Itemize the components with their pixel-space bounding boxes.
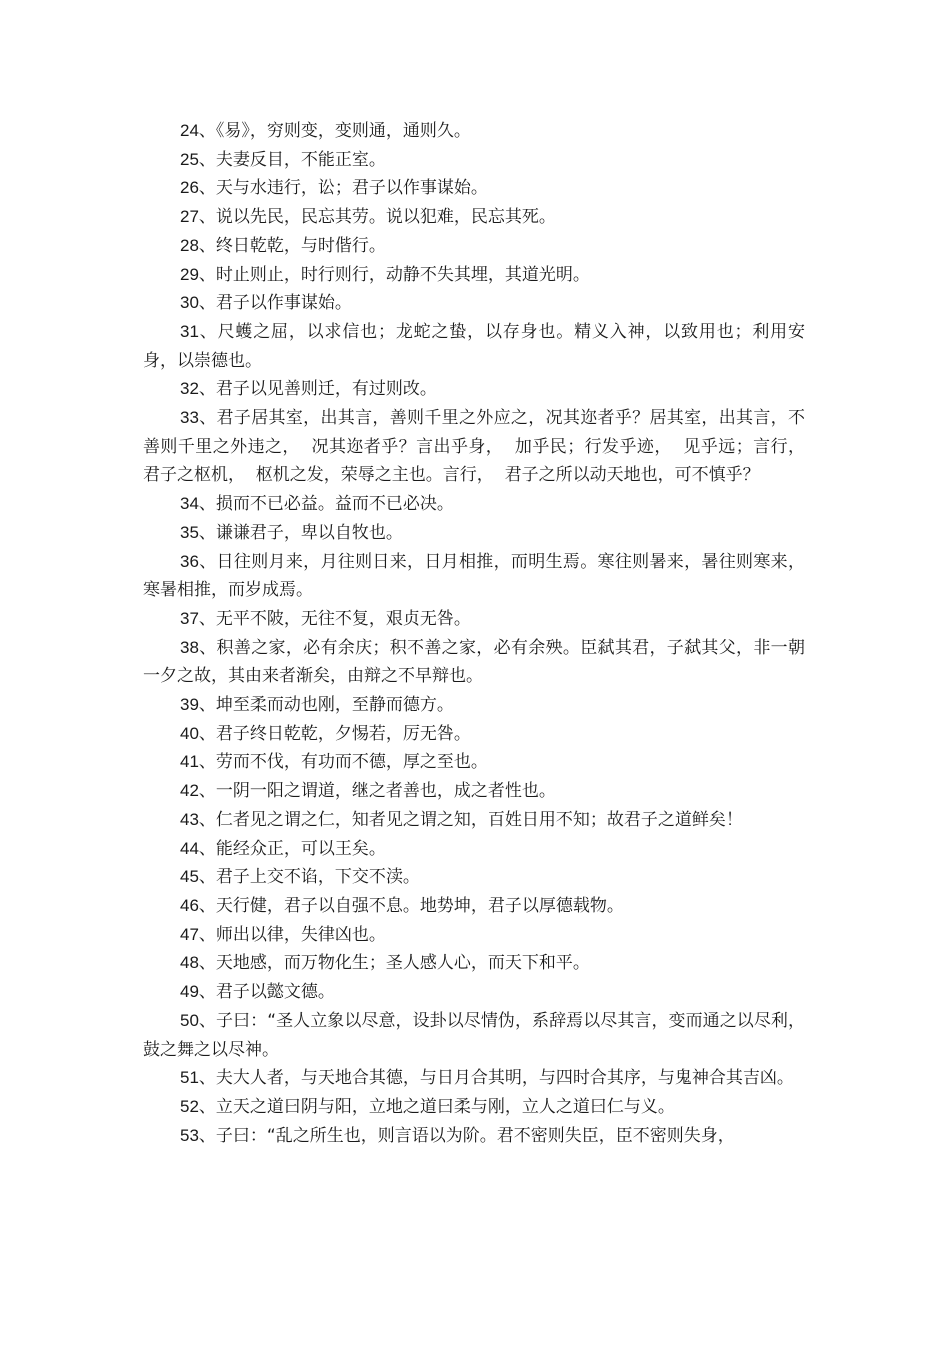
item-number: 40 — [180, 723, 199, 743]
item-text: 、君子上交不谄，下交不渎。 — [198, 867, 420, 888]
item-number: 49 — [180, 982, 199, 1002]
item-number: 46 — [180, 895, 199, 915]
item-text: 、一阴一阳之谓道，继之者善也，成之者性也。 — [198, 781, 556, 802]
item-text: 、君子居其室，出其言，善则千里之外应之，况其迩者乎？居其室，出其言，不善则千里之外违之， 况其迩者乎？言出乎身， 加乎民；行发乎迹， 见乎远；言行， 君子之枢机， 枢机之发，荣辱之主也。言行， 君子之所以动天地也，可不慎乎？ — [143, 408, 816, 486]
list-item — [143, 318, 805, 375]
list-item — [143, 720, 805, 749]
list-item — [143, 490, 805, 519]
list-item — [143, 146, 805, 175]
item-number: 38 — [180, 637, 199, 657]
item-number: 43 — [180, 809, 199, 829]
item-text: 、无平不陂，无往不复，艰贞无咎。 — [198, 608, 471, 629]
list-item — [143, 548, 805, 605]
item-text: 、天行健，君子以自强不息。地势坤，君子以厚德载物。 — [198, 895, 624, 916]
list-item — [143, 375, 805, 404]
item-number: 37 — [180, 608, 199, 628]
list-item — [143, 949, 805, 978]
item-text: 、天地感，而万物化生；圣人感人心，而天下和平。 — [198, 953, 590, 974]
item-number: 27 — [180, 207, 199, 227]
item-number: 50 — [180, 1010, 199, 1030]
item-number: 32 — [180, 379, 199, 399]
list-item — [143, 1064, 805, 1093]
list-item — [143, 978, 805, 1007]
item-text: 、夫大人者，与天地合其德，与日月合其明，与四时合其序，与鬼神合其吉凶。 — [198, 1068, 794, 1089]
item-number: 53 — [180, 1125, 199, 1145]
list-item — [143, 634, 805, 691]
item-text: 、天与水违行，讼；君子以作事谋始。 — [198, 178, 488, 199]
item-text: 、君子终日乾乾，夕惕若，厉无咎。 — [198, 723, 471, 744]
item-number: 30 — [180, 293, 199, 313]
list-item — [143, 777, 805, 806]
item-text: 、子曰：“乱之所生也，则言语以为阶。君不密则失臣，臣不密则失身， — [198, 1125, 735, 1146]
list-item — [143, 117, 805, 146]
item-text: 、坤至柔而动也刚，至静而德方。 — [198, 695, 454, 716]
item-text: 、立天之道曰阴与阳，立地之道曰柔与刚，立人之道曰仁与义。 — [198, 1096, 675, 1117]
item-text: 、《易》，穷则变，变则通，通则久。 — [198, 121, 471, 141]
list-item — [143, 519, 805, 548]
list-item — [143, 892, 805, 921]
item-number: 44 — [180, 838, 199, 858]
list-item — [143, 605, 805, 634]
item-text: 、积善之家，必有余庆；积不善之家，必有余殃。臣弑其君，子弑其父，非一朝一夕之故，其由来者渐矣，由辩之不早辩也。 — [143, 637, 805, 687]
item-number: 39 — [180, 695, 199, 715]
list-item — [143, 1007, 805, 1064]
item-number: 25 — [180, 149, 199, 169]
item-number: 52 — [180, 1096, 199, 1116]
item-number: 45 — [180, 867, 199, 887]
list-item — [143, 404, 816, 490]
item-text: 、日往则月来，月往则日来，日月相推，而明生焉。寒往则暑来，暑往则寒来，寒暑相推，而岁成焉。 — [143, 551, 805, 601]
item-text: 、子曰：“圣人立象以尽意，设卦以尽情伪，系辞焉以尽其言，变而通之以尽利，鼓之舞之以尽神。 — [143, 1010, 805, 1060]
item-number: 24 — [180, 121, 199, 140]
list-item — [143, 289, 805, 318]
item-number: 29 — [180, 264, 199, 284]
list-item — [143, 261, 805, 290]
list-item — [143, 748, 805, 777]
item-text: 、君子以懿文德。 — [198, 982, 335, 1003]
list-item — [143, 863, 805, 892]
item-text: 、终日乾乾，与时偕行。 — [198, 235, 386, 256]
item-text: 、谦谦君子，卑以自牧也。 — [198, 522, 403, 543]
item-number: 41 — [180, 752, 199, 772]
item-text: 、损而不已必益。益而不已必决。 — [198, 494, 454, 515]
item-number: 33 — [180, 408, 199, 428]
list-item — [143, 1122, 805, 1151]
list-item — [143, 806, 805, 835]
item-number: 47 — [180, 924, 199, 944]
item-number: 36 — [180, 551, 199, 571]
item-text: 、师出以律，失律凶也。 — [198, 924, 386, 945]
item-number: 28 — [180, 235, 199, 255]
list-item — [143, 203, 805, 232]
item-text: 、时止则止，时行则行，动静不失其埋，其道光明。 — [198, 264, 590, 285]
item-number: 51 — [180, 1068, 199, 1088]
list-item — [143, 174, 805, 203]
item-number: 48 — [180, 953, 199, 973]
item-text: 、夫妻反目，不能正室。 — [198, 149, 386, 170]
item-number: 34 — [180, 494, 199, 514]
list-item — [143, 921, 805, 950]
item-text: 、君子以作事谋始。 — [198, 293, 352, 314]
item-number: 42 — [180, 781, 199, 801]
item-text: 、说以先民，民忘其劳。说以犯难，民忘其死。 — [198, 207, 556, 228]
quote-list — [143, 117, 816, 1150]
item-text: 、仁者见之谓之仁，知者见之谓之知，百姓日用不知；故君子之道鲜矣！ — [198, 809, 743, 830]
item-text: 、君子以见善则迁，有过则改。 — [198, 379, 437, 400]
item-number: 26 — [180, 178, 199, 198]
item-text: 、能经众正，可以王矣。 — [198, 838, 386, 859]
list-item — [143, 1093, 805, 1122]
item-text: 、劳而不伐，有功而不德，厚之至也。 — [198, 752, 488, 773]
list-item — [143, 232, 805, 261]
item-number: 35 — [180, 522, 199, 542]
list-item — [143, 691, 805, 720]
item-number: 31 — [180, 321, 199, 341]
item-text: 、尺蠖之屈，以求信也；龙蛇之蛰，以存身也。精义入神，以致用也；利用安身，以崇德也。 — [143, 321, 805, 371]
list-item — [143, 835, 805, 864]
